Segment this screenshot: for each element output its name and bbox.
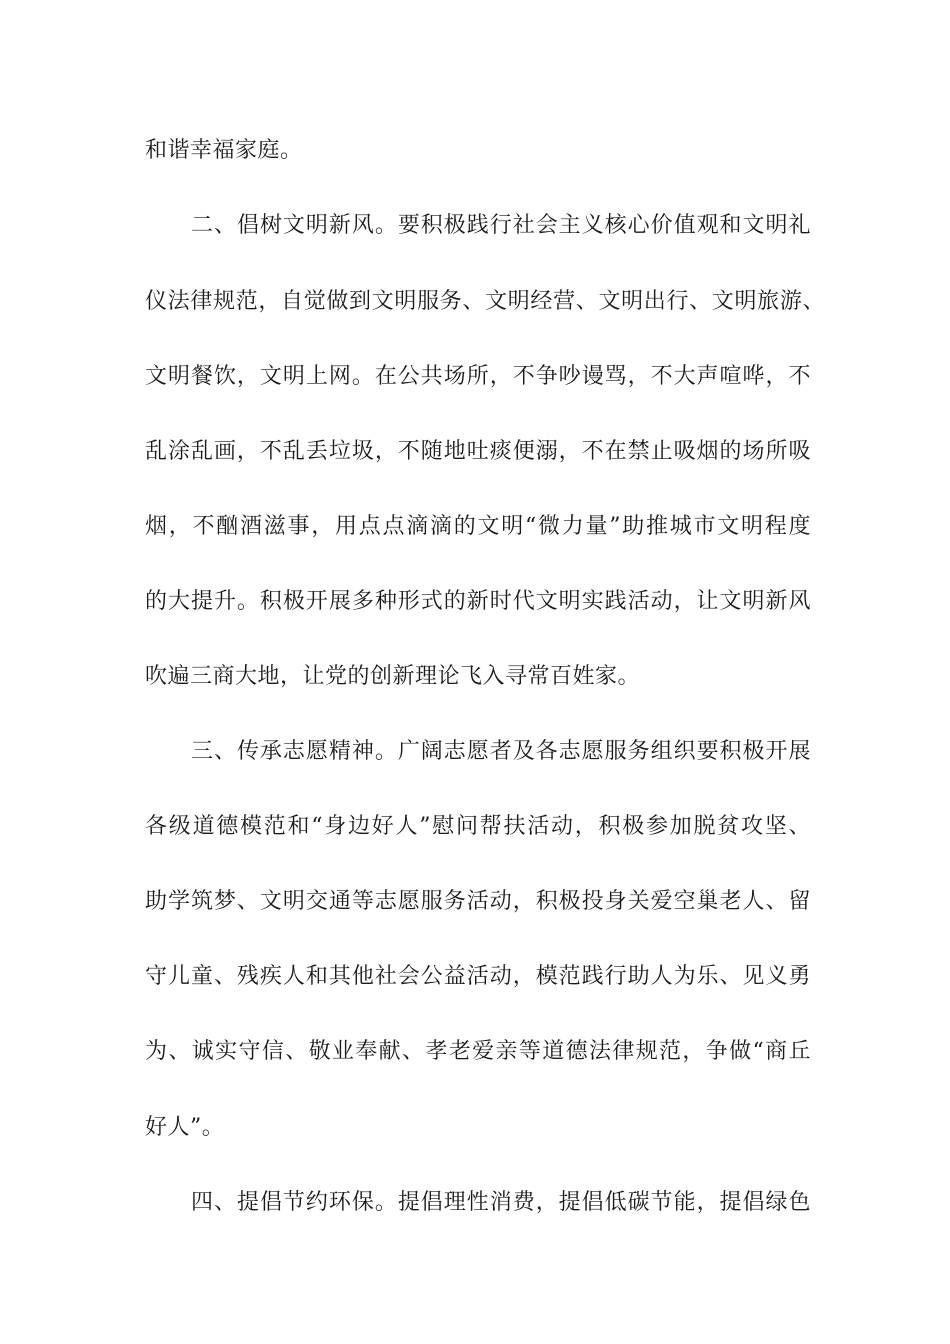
text-line: 乱涂乱画，不乱丢垃圾，不随地吐痰便溺，不在禁止吸烟的场所吸 (145, 439, 811, 464)
text-line: 吹遍三商大地，让党的创新理论飞入寻常百姓家。 (145, 664, 641, 689)
text-line: 各级道德模范和“身边好人”慰问帮扶活动，积极参加脱贫攻坚、 (145, 814, 811, 839)
text-line: 的大提升。积极开展多种形式的新时代文明实践活动，让文明新风 (145, 589, 811, 614)
text-line: 守儿童、残疾人和其他社会公益活动，模范践行助人为乐、见义勇 (145, 964, 811, 989)
text-line: 助学筑梦、文明交通等志愿服务活动，积极投身关爱空巢老人、留 (145, 889, 811, 914)
text-line: 好人”。 (145, 1115, 225, 1140)
text-line: 和谐幸福家庭。 (145, 138, 303, 163)
text-line: 烟，不酗酒滋事，用点点滴滴的文明“微力量”助推城市文明程度 (145, 514, 811, 539)
paragraph-heading-line: 四、提倡节约环保。提倡理性消费，提倡低碳节能，提倡绿色 (191, 1190, 811, 1215)
paragraph-heading-line: 三、传承志愿精神。广阔志愿者及各志愿服务组织要积极开展 (191, 739, 811, 764)
paragraph-heading-line: 二、倡树文明新风。要积极践行社会主义核心价值观和文明礼 (191, 213, 811, 238)
text-line: 为、诚实守信、敬业奉献、孝老爱亲等道德法律规范，争做“商丘 (145, 1039, 811, 1064)
text-line: 仪法律规范，自觉做到文明服务、文明经营、文明出行、文明旅游、 (145, 289, 825, 314)
text-line: 文明餐饮，文明上网。在公共场所，不争吵谩骂，不大声喧哗，不 (145, 364, 811, 389)
